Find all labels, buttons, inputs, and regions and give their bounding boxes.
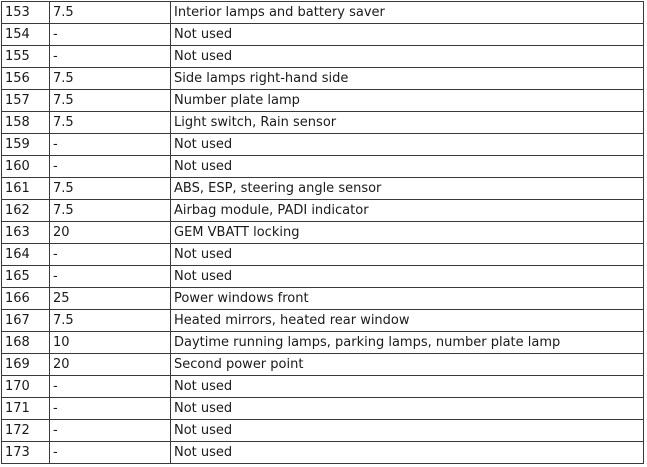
- circuit-description-cell: Not used: [171, 398, 644, 420]
- fuse-rating-cell: 7.5: [50, 90, 171, 112]
- circuit-description-cell: Number plate lamp: [171, 90, 644, 112]
- table-row: [2, 244, 644, 266]
- circuit-description-cell: Not used: [171, 46, 644, 68]
- fuse-number-cell: 169: [2, 354, 50, 376]
- fuse-rating-cell: 7.5: [50, 68, 171, 90]
- fuse-rating-cell: -: [50, 134, 171, 156]
- fuse-number-cell: 166: [2, 288, 50, 310]
- fuse-rating-cell: 10: [50, 332, 171, 354]
- fuse-number-cell: 170: [2, 376, 50, 398]
- table-row: [2, 332, 644, 354]
- fuse-number-cell: 154: [2, 24, 50, 46]
- circuit-description-cell: Not used: [171, 442, 644, 464]
- fuse-rating-cell: 20: [50, 354, 171, 376]
- circuit-description-cell: Not used: [171, 244, 644, 266]
- table-row: [2, 90, 644, 112]
- circuit-description-cell: ABS, ESP, steering angle sensor: [171, 178, 644, 200]
- table-row: [2, 310, 644, 332]
- fuse-number-cell: 165: [2, 266, 50, 288]
- fuse-number-cell: 172: [2, 420, 50, 442]
- fuse-rating-cell: -: [50, 442, 171, 464]
- fuse-number-cell: 158: [2, 112, 50, 134]
- fuse-rating-cell: -: [50, 420, 171, 442]
- fuse-number-cell: 159: [2, 134, 50, 156]
- fuse-rating-cell: -: [50, 376, 171, 398]
- fuse-number-cell: 155: [2, 46, 50, 68]
- fuse-number-cell: 153: [2, 2, 50, 24]
- table-row: [2, 156, 644, 178]
- circuit-description-cell: Not used: [171, 420, 644, 442]
- circuit-description-cell: Interior lamps and battery saver: [171, 2, 644, 24]
- table-row: [2, 222, 644, 244]
- fuse-rating-cell: 7.5: [50, 200, 171, 222]
- table-row: [2, 376, 644, 398]
- table-row: [2, 420, 644, 442]
- fuse-rating-cell: -: [50, 266, 171, 288]
- circuit-description-cell: Not used: [171, 156, 644, 178]
- fuse-number-cell: 164: [2, 244, 50, 266]
- fuse-number-cell: 167: [2, 310, 50, 332]
- circuit-description-cell: Not used: [171, 134, 644, 156]
- table-row: [2, 200, 644, 222]
- fuse-rating-cell: -: [50, 398, 171, 420]
- circuit-description-cell: Second power point: [171, 354, 644, 376]
- circuit-description-cell: Power windows front: [171, 288, 644, 310]
- fuse-rating-cell: 7.5: [50, 2, 171, 24]
- fuse-number-cell: 162: [2, 200, 50, 222]
- circuit-description-cell: Side lamps right-hand side: [171, 68, 644, 90]
- fuse-number-cell: 171: [2, 398, 50, 420]
- fuse-number-cell: 168: [2, 332, 50, 354]
- circuit-description-cell: GEM VBATT locking: [171, 222, 644, 244]
- fuse-rating-cell: 7.5: [50, 112, 171, 134]
- fuse-table: [1, 1, 644, 464]
- table-row: [2, 112, 644, 134]
- table-row: [2, 46, 644, 68]
- circuit-description-cell: Airbag module, PADI indicator: [171, 200, 644, 222]
- fuse-number-cell: 160: [2, 156, 50, 178]
- fuse-rating-cell: -: [50, 46, 171, 68]
- fuse-number-cell: 156: [2, 68, 50, 90]
- fuse-rating-cell: -: [50, 156, 171, 178]
- fuse-table-body: [2, 2, 644, 464]
- circuit-description-cell: Light switch, Rain sensor: [171, 112, 644, 134]
- fuse-rating-cell: -: [50, 244, 171, 266]
- table-row: [2, 442, 644, 464]
- circuit-description-cell: Heated mirrors, heated rear window: [171, 310, 644, 332]
- fuse-rating-cell: 25: [50, 288, 171, 310]
- circuit-description-cell: Daytime running lamps, parking lamps, number plate lamp: [171, 332, 644, 354]
- table-row: [2, 398, 644, 420]
- table-row: [2, 2, 644, 24]
- table-row: [2, 354, 644, 376]
- fuse-rating-cell: 7.5: [50, 310, 171, 332]
- fuse-rating-cell: 7.5: [50, 178, 171, 200]
- circuit-description-cell: Not used: [171, 24, 644, 46]
- table-row: [2, 288, 644, 310]
- fuse-rating-cell: -: [50, 24, 171, 46]
- circuit-description-cell: Not used: [171, 266, 644, 288]
- fuse-rating-cell: 20: [50, 222, 171, 244]
- circuit-description-cell: Not used: [171, 376, 644, 398]
- fuse-number-cell: 157: [2, 90, 50, 112]
- table-row: [2, 178, 644, 200]
- fuse-number-cell: 173: [2, 442, 50, 464]
- table-row: [2, 24, 644, 46]
- table-row: [2, 266, 644, 288]
- fuse-number-cell: 163: [2, 222, 50, 244]
- fuse-number-cell: 161: [2, 178, 50, 200]
- table-row: [2, 68, 644, 90]
- table-row: [2, 134, 644, 156]
